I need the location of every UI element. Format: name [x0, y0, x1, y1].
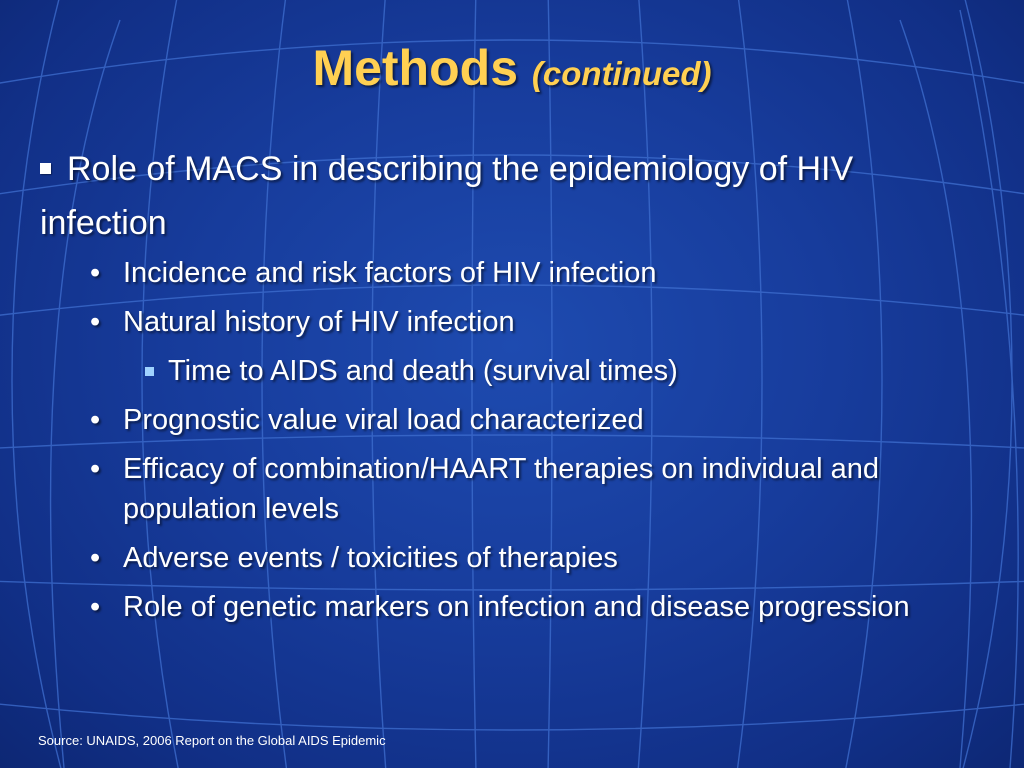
list-item-text: Efficacy of combination/HAART therapies on individual and population levels: [123, 453, 880, 525]
list-item: [90, 253, 1020, 293]
bullet-dot-icon: •: [90, 542, 101, 574]
square-bullet-icon: [145, 367, 154, 376]
list-item: [90, 587, 1020, 627]
list-item-text: Incidence and risk factors of HIV infection: [123, 257, 657, 289]
bullet-dot-icon: •: [90, 591, 101, 623]
list-item-text: Role of genetic markers on infection and disease progression: [123, 591, 910, 623]
sub-list-item-text: Time to AIDS and death (survival times): [168, 355, 678, 387]
bullet-list: [90, 253, 1020, 636]
slide-title: [0, 38, 1024, 104]
square-bullet-icon: [40, 163, 51, 174]
bullet-dot-icon: •: [90, 404, 101, 436]
title-main: Methods: [312, 40, 518, 96]
level1-bullet: [40, 142, 980, 250]
bullet-dot-icon: •: [90, 306, 101, 338]
bullet-dot-icon: •: [90, 257, 101, 289]
list-item-text: Adverse events / toxicities of therapies: [123, 542, 618, 574]
list-item-text: Prognostic value viral load characterized: [123, 404, 644, 436]
source-footnote: Source: UNAIDS, 2006 Report on the Global AIDS Epidemic: [38, 733, 386, 748]
title-subtitle: (continued): [531, 55, 712, 92]
bullet-dot-icon: •: [90, 453, 101, 485]
list-item: [90, 302, 1020, 342]
sub-list-item: [90, 351, 1020, 391]
list-item: [90, 400, 1020, 440]
list-item-text: Natural history of HIV infection: [123, 306, 515, 338]
level1-bullet-text: Role of MACS in describing the epidemiology of HIV infection: [40, 150, 854, 242]
list-item: [90, 538, 1020, 578]
list-item: [90, 449, 1020, 529]
